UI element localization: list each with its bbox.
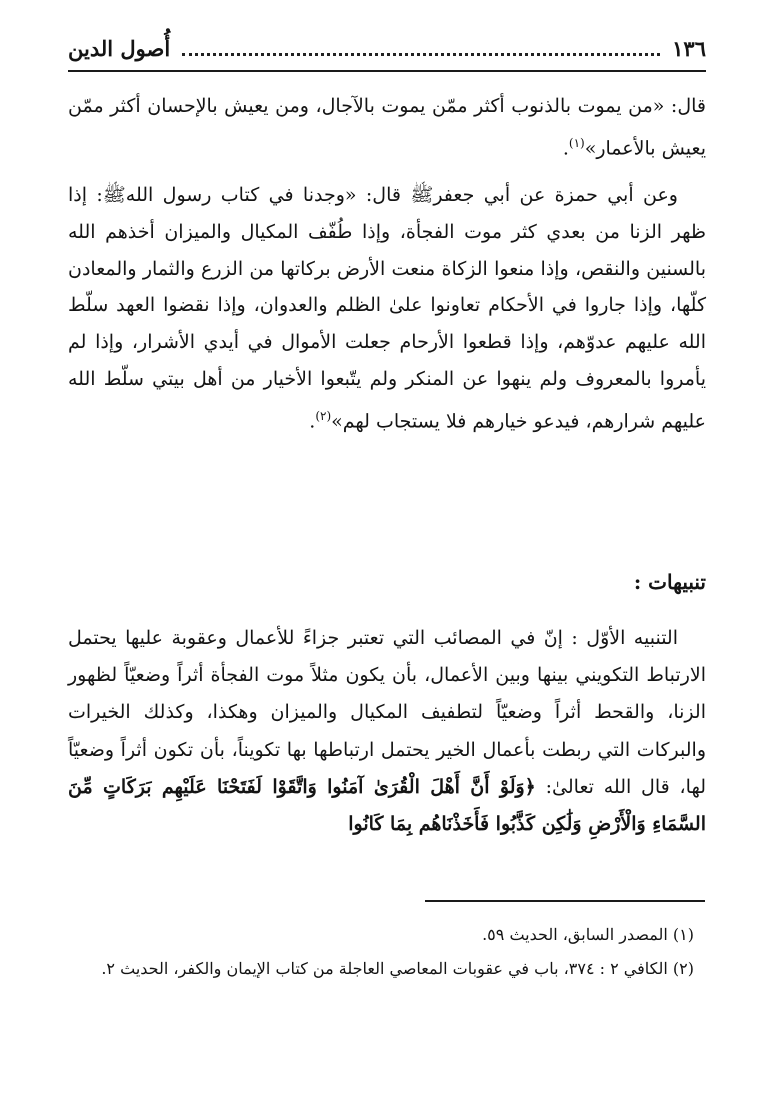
footnotes	[68, 918, 706, 986]
footnote-2: (٢) الكافي ٢ : ٣٧٤، باب في عقوبات المعاصي العاجلة من كتاب الإيمان والكفر، الحديث ٢.	[101, 959, 694, 978]
section-text	[68, 620, 706, 843]
running-header	[68, 26, 706, 70]
page-number: ١٣٦	[672, 35, 706, 61]
footnote-ref-1[interactable]: (١)	[568, 135, 585, 150]
paragraph-3	[68, 620, 706, 843]
footnote-separator	[425, 900, 705, 902]
main-text	[68, 88, 706, 440]
header-rule	[68, 70, 706, 72]
paragraph-2-text: وعن أبي حمزة عن أبي جعفرﷺ قال: «وجدنا في كتاب رسول اللهﷺ: إذا ظهر الزنا من بعدي كثر موت الفجأة، وإذا طُفّف المكيال والميزان أخذهم الله بالسنين والنقص، وإذا منعوا الزكاة منعت الأرض بركاتها من الزرع والثمار والمعادن كلّها، وإذا جاروا في الأحكام تعاونوا علىٰ الظلم والعدوان، وإذا نقضوا العهد سلّط الله عليهم عدوّهم، وإذا قطعوا الأرحام جعلت الأموال في أيدي الأشرار، وإذا لم يأمروا بالمعروف ولم ينهوا عن المنكر ولم يتّبعوا الأخيار من أهل بيتي سلّط الله عليهم شرارهم، فيدعو خيارهم فلا يستجاب لهم»	[68, 183, 706, 433]
paragraph-1: قال: «من يموت بالذنوب أكثر ممّن يموت بالآجال، ومن يعيش بالإحسان أكثر ممّن يعيش بالأعمار»$^{(١)}$.	[68, 95, 706, 160]
quran-verse: ﴿وَلَوْ أَنَّ أَهْلَ الْقُرَىٰ آمَنُوا وَاتَّقَوْا لَفَتَحْنَا عَلَيْهِم بَرَكَاتٍ مِّنَ السَّمَاءِ وَالْأَرْضِ وَلَٰكِن كَذَّبُوا فَأَخَذْنَاهُم بِمَا كَانُوا	[68, 775, 706, 836]
footnote-1: (١) المصدر السابق، الحديث ٥٩.	[482, 925, 694, 944]
section-heading: تنبيهات :	[633, 570, 706, 594]
paragraph-3-text: التنبيه الأوّل : إنّ في المصائب التي تعتبر جزاءً للأعمال وعقوبة عليها يحتمل الارتباط التكويني بينها وبين الأعمال، بأن يكون مثلاً موت الفجأة أثراً وضعيّاً لظهور الزنا، والقحط أثراً وضعيّاً لتطفيف المكيال والميزان وهكذا، وكذلك الخيرات والبركات التي ربطت بأعمال الخير يحتمل ارتباطها بها تكويناً، بأن تكون أثراً وضعيّاً لها، قال الله تعالىٰ:	[68, 627, 707, 798]
header-leader-dots	[182, 53, 660, 56]
footnote-ref-2[interactable]: (٢)	[315, 408, 332, 423]
paragraph-1-text: قال: «من يموت بالذنوب أكثر ممّن يموت بالآجال، ومن يعيش بالإحسان أكثر ممّن يعيش بالأعمار»	[68, 95, 706, 160]
book-title: أُصول الدين	[68, 35, 171, 61]
paragraph-2: وعن أبي حمزة عن أبي جعفرﷺ قال: «وجدنا في كتاب رسول اللهﷺ: إذا ظهر الزنا من بعدي كثر موت الفجأة، وإذا طُفّف المكيال والميزان أخذهم الله بالسنين والنقص، وإذا منعوا الزكاة منعت الأرض بركاتها من الزرع والثمار والمعادن كلّها، وإذا جاروا في الأحكام تعاونوا علىٰ الظلم والعدوان، وإذا نقضوا العهد سلّط الله عليهم عدوّهم، وإذا قطعوا الأرحام جعلت الأموال في أيدي الأشرار، وإذا لم يأمروا بالمعروف ولم ينهوا عن المنكر ولم يتّبعوا الأخيار من أهل بيتي سلّط الله عليهم شرارهم، فيدعو خيارهم فلا يستجاب لهم»$^{(٢)}$.	[68, 183, 706, 433]
